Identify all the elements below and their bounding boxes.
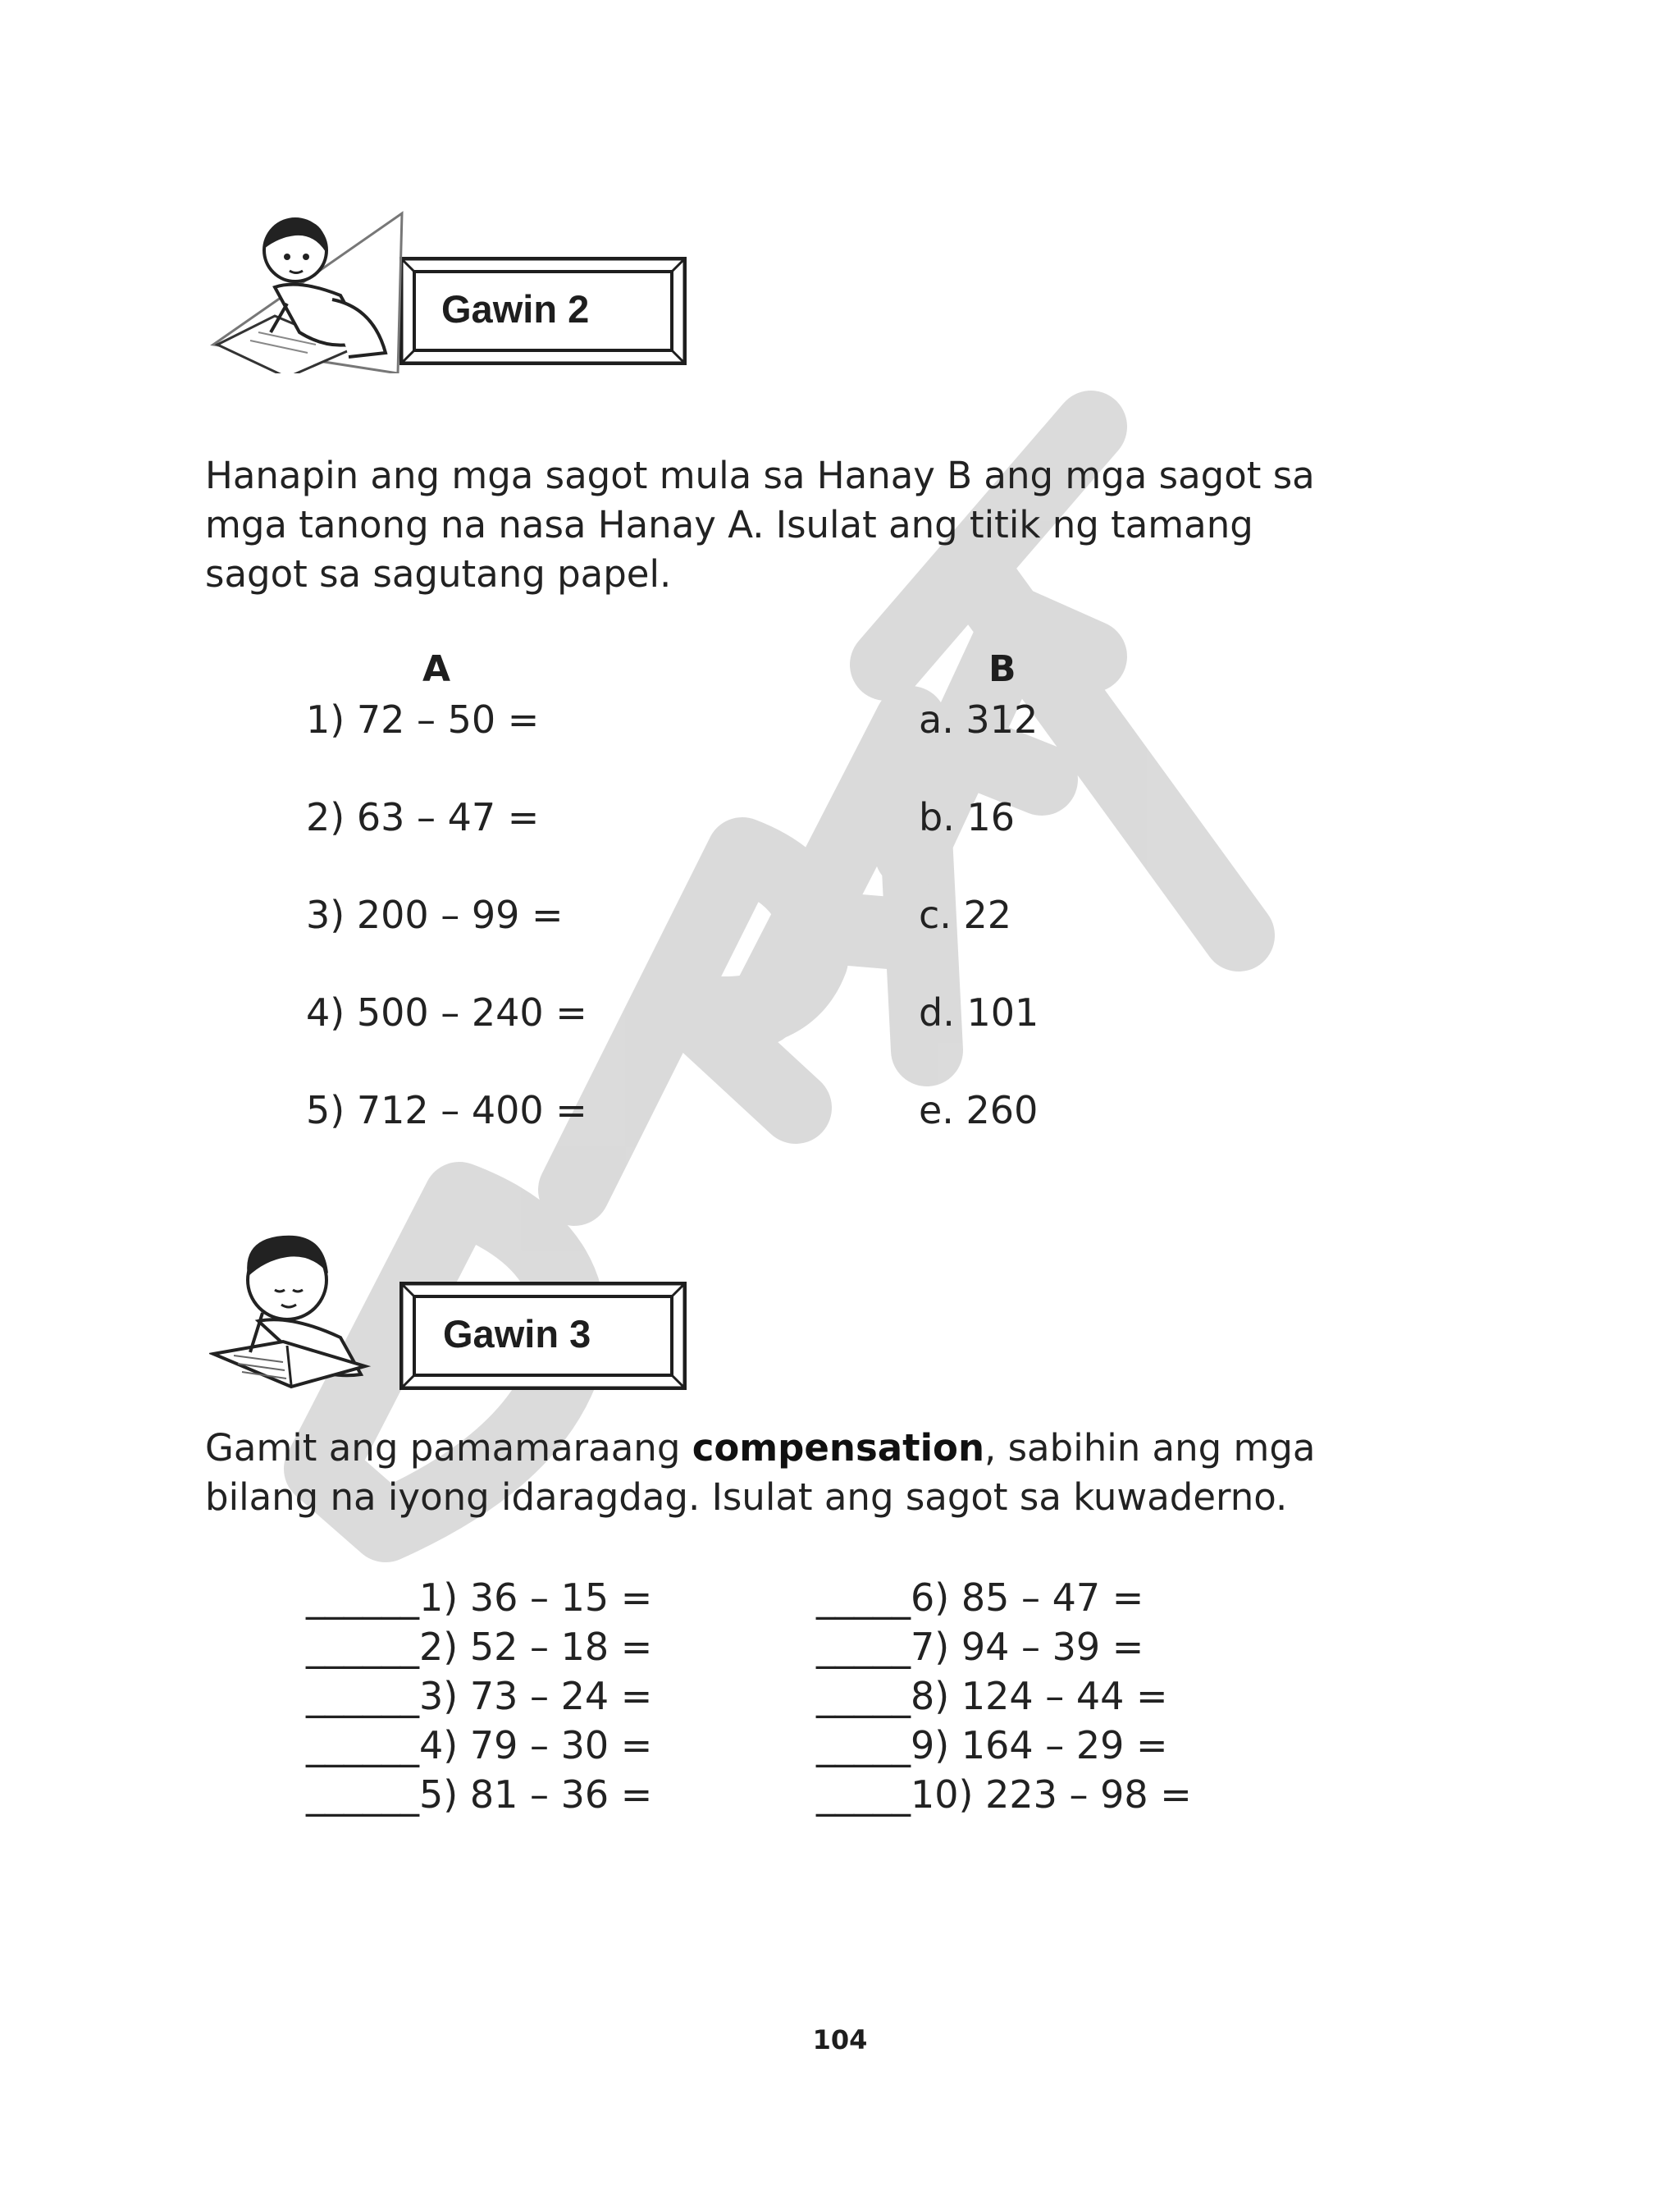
- column-a-item: 2) 63 – 47 =: [306, 795, 540, 839]
- column-b-item: c. 22: [919, 893, 1012, 937]
- instruction-line: Hanapin ang mga sagot mula sa Hanay B ang mga sagot sa: [205, 454, 1315, 497]
- exercise-item: _____6) 85 – 47 =: [816, 1575, 1144, 1620]
- instruction-keyword: compensation: [692, 1426, 984, 1470]
- instruction-text: , sabihin ang mga: [984, 1426, 1316, 1470]
- column-a-header: A: [422, 648, 451, 690]
- column-b-item: e. 260: [919, 1088, 1039, 1132]
- exercise-item: _____8) 124 – 44 =: [816, 1674, 1168, 1718]
- page-number: 104: [812, 2024, 868, 2055]
- exercise-item: _____10) 223 – 98 =: [816, 1772, 1192, 1817]
- gawin-2-instructions: [205, 451, 1315, 599]
- exercise-item: ______3) 73 – 24 =: [306, 1674, 653, 1718]
- exercise-item: ______1) 36 – 15 =: [306, 1575, 653, 1620]
- gawin-3-instructions: [205, 1424, 1315, 1522]
- instruction-line: bilang na iyong idaragdag. Isulat ang sagot sa kuwaderno.: [205, 1475, 1288, 1519]
- column-a-item: 1) 72 – 50 =: [306, 697, 540, 742]
- column-b-header: B: [988, 648, 1016, 690]
- exercise-item: ______5) 81 – 36 =: [306, 1772, 653, 1817]
- instruction-line: sagot sa sagutang papel.: [205, 552, 672, 596]
- exercise-item: _____9) 164 – 29 =: [816, 1723, 1168, 1767]
- column-b-item: a. 312: [919, 697, 1039, 742]
- exercise-item: _____7) 94 – 39 =: [816, 1625, 1144, 1669]
- girl-writing-illustration: [209, 209, 414, 373]
- column-b-item: b. 16: [919, 795, 1015, 839]
- instruction-text: Gamit ang pamamaraang: [205, 1426, 692, 1470]
- instruction-line: [205, 1424, 1315, 1473]
- instruction-line: mga tanong na nasa Hanay A. Isulat ang titik ng tamang: [205, 503, 1253, 546]
- column-a-item: 4) 500 – 240 =: [306, 990, 587, 1035]
- column-a-item: 5) 712 – 400 =: [306, 1088, 587, 1132]
- boy-writing-illustration: [209, 1223, 373, 1395]
- column-b-item: d. 101: [919, 990, 1039, 1035]
- gawin-2-title: Gawin 2: [441, 287, 590, 331]
- exercise-item: ______2) 52 – 18 =: [306, 1625, 653, 1669]
- column-a-item: 3) 200 – 99 =: [306, 893, 564, 937]
- exercise-item: ______4) 79 – 30 =: [306, 1723, 653, 1767]
- gawin-3-title: Gawin 3: [443, 1312, 591, 1356]
